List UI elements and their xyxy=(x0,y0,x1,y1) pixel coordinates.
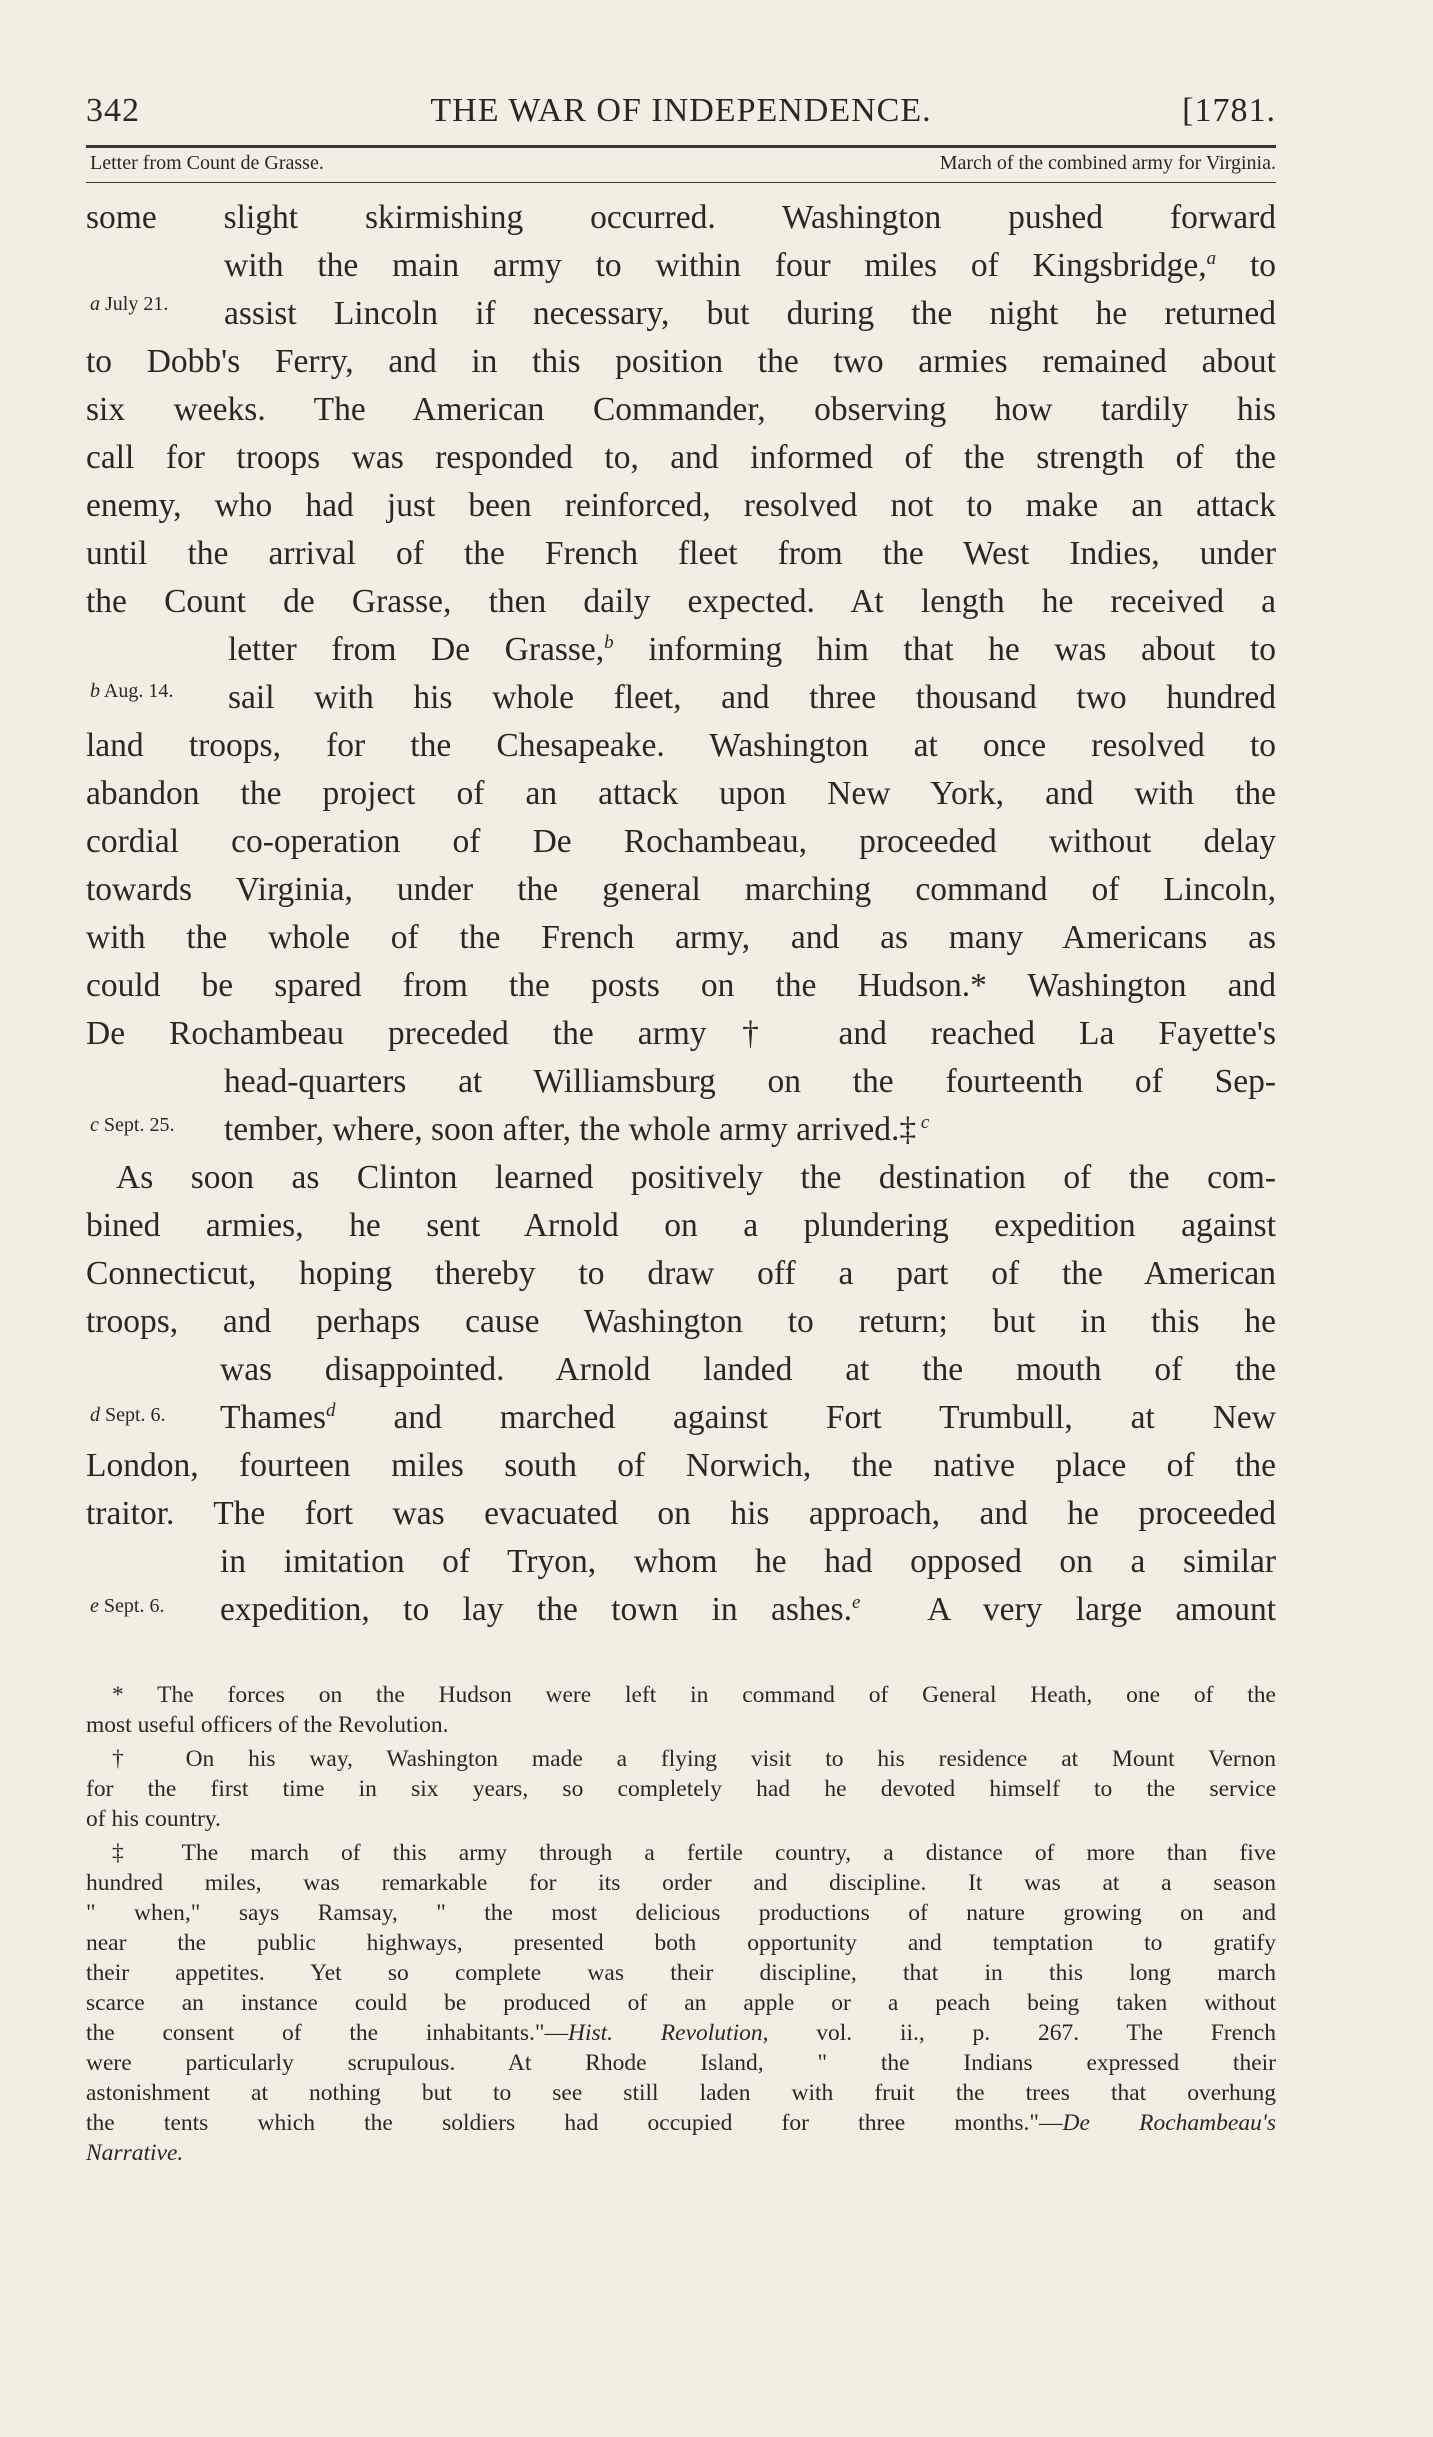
body-line: was disappointed. Arnold landed at the mouth of the xyxy=(220,1351,1276,1388)
footnote-line: most useful officers of the Revolution. xyxy=(86,1712,449,1738)
body-line: the Count de Grasse, then daily expected. At length he received a xyxy=(86,583,1276,620)
body-line: sail with his whole fleet, and three thousand two hundred xyxy=(228,679,1276,716)
subheader-right: March of the combined army for Virginia. xyxy=(939,152,1276,174)
body-line: cordial co-operation of De Rochambeau, proceeded without delay xyxy=(86,823,1276,860)
body-line: until the arrival of the French fleet from the West Indies, under xyxy=(86,535,1276,572)
footnote-line: astonishment at nothing but to see still laden with fruit the trees that overhung xyxy=(86,2080,1276,2106)
margin-note-e: e Sept. 6. xyxy=(90,1595,165,1617)
footnote-line: the tents which the soldiers had occupied for three months."—De Rochambeau's xyxy=(86,2110,1276,2136)
body-line: some slight skirmishing occurred. Washington pushed forward xyxy=(86,199,1276,236)
body-line: Connecticut, hoping thereby to draw off a part of the American xyxy=(86,1255,1276,1292)
running-head xyxy=(86,86,1276,138)
page-number: 342 xyxy=(86,92,140,129)
body-line: towards Virginia, under the general marching command of Lincoln, xyxy=(86,871,1276,908)
footnote-line: " when," says Ramsay, " the most delicious productions of nature growing on and xyxy=(86,1900,1276,1926)
footnote-line: near the public highways, presented both opportunity and temptation to gratify xyxy=(86,1930,1276,1956)
footnote-line: for the first time in six years, so completely had he devoted himself to the service xyxy=(86,1776,1276,1802)
body-line: call for troops was responded to, and informed of the strength of the xyxy=(86,439,1276,476)
margin-note-c: c Sept. 25. xyxy=(90,1114,175,1136)
margin-note-b: b Aug. 14. xyxy=(90,680,174,702)
footnote-line: * The forces on the Hudson were left in command of General Heath, one of the xyxy=(112,1682,1276,1708)
footnote-line: scarce an instance could be produced of an apple or a peach being taken without xyxy=(86,1990,1276,2016)
footnote-line: were particularly scrupulous. At Rhode Island, " the Indians expressed their xyxy=(86,2050,1276,2076)
margin-note-d: d Sept. 6. xyxy=(90,1404,166,1426)
footnote-line: hundred miles, was remarkable for its order and discipline. It was at a season xyxy=(86,1870,1276,1896)
subheader-left: Letter from Count de Grasse. xyxy=(90,152,324,174)
body-line: assist Lincoln if necessary, but during the night he returned xyxy=(224,295,1276,332)
body-line: with the main army to within four miles of Kingsbridge,$^a$ to xyxy=(224,247,1276,284)
body-line: expedition, to lay the town in ashes.$^e$ A very large amount xyxy=(220,1591,1277,1628)
footnote-line: their appetites. Yet so complete was their discipline, that in this long march xyxy=(86,1960,1276,1986)
body-line: to Dobb's Ferry, and in this position the two armies remained about xyxy=(86,343,1276,380)
body-line: As soon as Clinton learned positively the destination of the com- xyxy=(116,1159,1276,1196)
body-line: enemy, who had just been reinforced, resolved not to make an attack xyxy=(86,487,1276,524)
body-line: six weeks. The American Commander, observing how tardily his xyxy=(86,391,1276,428)
footnote-line: ‡ The march of this army through a fertile country, a distance of more than five xyxy=(112,1840,1276,1866)
body-line: troops, and perhaps cause Washington to return; but in this he xyxy=(86,1303,1276,1340)
body-line: traitor. The fort was evacuated on his approach, and he proceeded xyxy=(86,1495,1276,1532)
body-line: De Rochambeau preceded the army† and reached La Fayette's xyxy=(86,1015,1276,1052)
body-line: bined armies, he sent Arnold on a plundering expedition against xyxy=(86,1207,1276,1244)
footnote-line: of his country. xyxy=(86,1806,221,1832)
body-line: London, fourteen miles south of Norwich, the native place of the xyxy=(86,1447,1276,1484)
footnote-line: the consent of the inhabitants."—Hist. Revolution, vol. ii., p. 267. The French xyxy=(86,2020,1276,2046)
body-line: abandon the project of an attack upon New York, and with the xyxy=(86,775,1276,812)
running-title: THE WAR OF INDEPENDENCE. xyxy=(430,92,932,129)
body-line: in imitation of Tryon, whom he had opposed on a similar xyxy=(220,1543,1276,1580)
body-line: with the whole of the French army, and as many Americans as xyxy=(86,919,1276,956)
section-subheader xyxy=(86,152,1276,182)
body-line: letter from De Grasse,$^b$ informing him that he was about to xyxy=(228,631,1277,668)
body-line: could be spared from the posts on the Hudson.* Washington and xyxy=(86,967,1276,1004)
margin-note-a: a July 21. xyxy=(90,293,169,315)
body-line: land troops, for the Chesapeake. Washington at once resolved to xyxy=(86,727,1276,764)
subheader-rule xyxy=(86,182,1276,183)
footnote-line: † On his way, Washington made a flying visit to his residence at Mount Vernon xyxy=(112,1746,1276,1772)
body-line: head-quarters at Williamsburg on the fourteenth of Sep- xyxy=(224,1063,1276,1100)
header-rule xyxy=(86,145,1276,148)
body-line: tember, where, soon after, the whole army arrived.‡ $^c$ xyxy=(224,1111,930,1148)
footnote-line: Narrative. xyxy=(86,2140,184,2166)
running-year: [1781. xyxy=(1182,92,1276,129)
body-line: Thames$^d$ and marched against Fort Trumbull, at New xyxy=(220,1399,1276,1436)
